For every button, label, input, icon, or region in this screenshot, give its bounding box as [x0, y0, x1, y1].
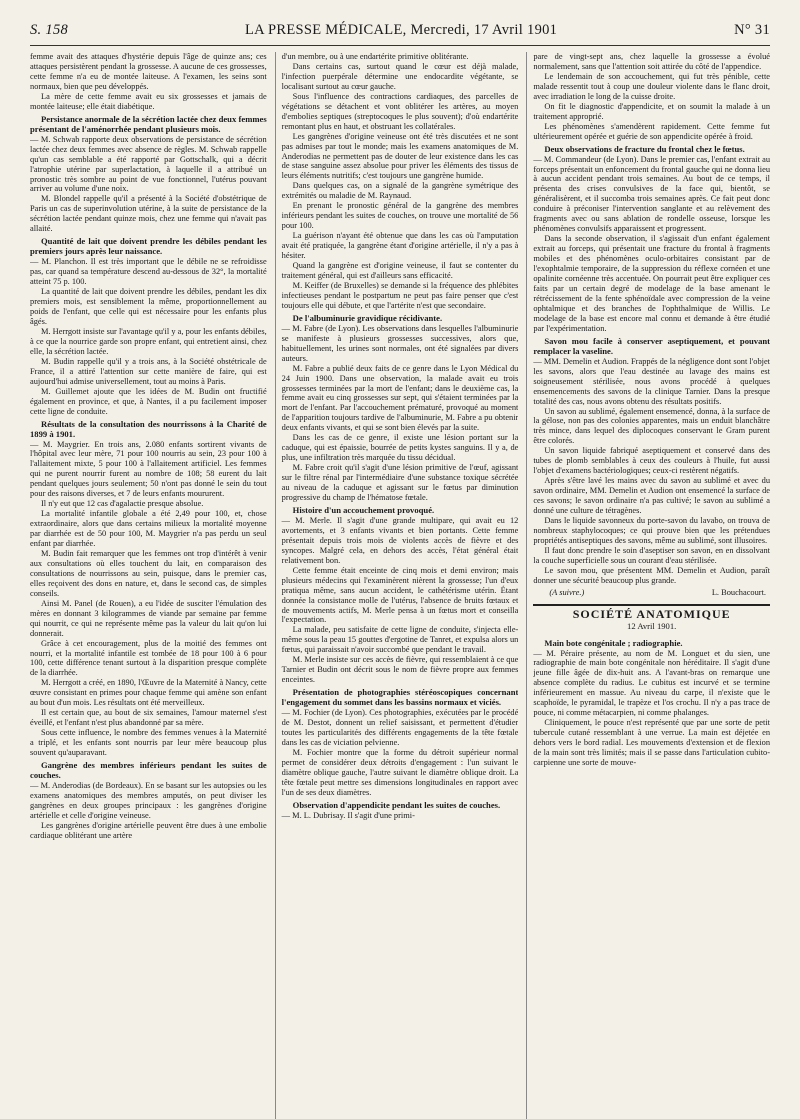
section-heading: Présentation de photographies stéréoscopiques concernant l'engagement du sommet dans les bassins normaux et viciés.: [281, 687, 519, 708]
paragraph: M. Budin fait remarquer que les femmes ont trop d'intérêt à venir aux consultations où elles touchent du lait, en comparaison des consultations de nourrissons au sein, puisque, dans le premier cas, elles reçoivent des dons en nature, et, dans le second cas, de simples conseils.: [30, 548, 267, 598]
paragraph: La malade, peu satisfaite de cette ligne de conduite, s'injecta elle-même sous la peau 15 gouttes d'ergotine de Tanret, et expulsa alors un fœtus, qui paraissait n'avoir succombé que pendant le travail.: [281, 625, 519, 655]
paragraph: La guérison n'ayant été obtenue que dans les cas où l'amputation avait été pratiquée, la gangrène étant d'origine artérielle, il n'y a pas à hésiter.: [281, 231, 519, 261]
society-section-title: SOCIÉTÉ ANATOMIQUE: [572, 606, 731, 621]
paragraph: Sous l'influence des contractions cardiaques, des parcelles de végétations se détachent et vont oblitérer les artères, au moyen d'embolies septiques (streptocoques le plus souvent); d'où endartérite remontant plus en haut, et obstruant les collatérales.: [281, 91, 519, 131]
paragraph: La mortalité infantile globale a été 2,49 pour 100, et, chose extraordinaire, alors que dans certains milieux la mortalité moyenne par diarrhée est de 50 pour 100, M. Maygrier n'a pas perdu un seul enfant par diarrhée.: [30, 509, 267, 549]
paragraph: M. Fabre a publié deux faits de ce genre dans le Lyon Médical du 24 Juin 1900. Dans une observation, la malade avait eu trois grossesses terminées par la mort de l'enfant; dans le deuxième cas, la femme avait eu cinq grossesses sur sept, qui s'étaient terminées par la mort de l'enfant. Par l'accouchement prématuré, provoqué au moment de l'apparition toujours tardive de l'albuminurie, M. Fabre a pu obtenir deux enfants vivants, et qui se sont bien élevés par la suite.: [281, 363, 519, 433]
paragraph: Quand la gangrène est d'origine veineuse, il faut se contenter du traitement général, qui est d'ailleurs sans efficacité.: [281, 261, 519, 280]
page-header: [30, 22, 770, 46]
paragraph: pare de vingt-sept ans, chez laquelle la grossesse a évolué normalement, sans que l'attention soit attirée du côté de l'appendice.: [533, 52, 770, 71]
to-be-continued: (A suivre.): [549, 587, 585, 597]
paragraph: Cette femme était enceinte de cinq mois et demi environ; mais plusieurs médecins qui l'examinèrent nièrent la grossesse; l'un d'eux pratiqua même, sans aucun accident, le cathétérisme utérin. Étant donnée la consistance molle de l'utérus, l'absence de bruits fœtaux et de mouvements actifs, M. Merle pensa à un fœtus mort et conseilla l'expectation.: [281, 565, 519, 625]
paragraph: On fit le diagnostic d'appendicite, et on soumit la malade à un traitement approprié.: [533, 101, 770, 121]
paragraph: M. Herrgott insiste sur l'avantage qu'il y a, pour les enfants débiles, à ce que la nourrice garde son propre enfant, qui entretient ainsi, chez elle, la sécrétion lactée.: [30, 326, 267, 356]
paragraph: Dans la seconde observation, il s'agissait d'un enfant également extrait au forceps, qui présentait une fracture du frontal à fragments mobiles et des phénomènes oculo-orbitaires consistant par de l'exophtalmie temporaire, de la suppression du réflexe cornéen et une opalinite cornéenne très accentuée. On pourrait peut être expliquer ces faits par un certain degré de modelage de la base amenant le rétrécissement de la fente sphénoïdale avec compression de la veine ophtalmique et des branches de l'ophthalmique de Willis. Le modelage de la base est encore mal connu et demande à être étudié par l'expérimentation.: [533, 234, 770, 333]
paragraph: femme avait des attaques d'hystérie depuis l'âge de quinze ans; ces attaques persistèrent pendant la grossesse. A aucune de ces grossesses, cette femme n'a eu de montée laiteuse. A l'examen, les seins sont normaux, bien que peu développés.: [30, 52, 267, 91]
paragraph: Dans certains cas, surtout quand le cœur est déjà malade, l'infection puerpérale détermine une endocardite végétante, se localisant surtout au cœur gauche.: [281, 61, 519, 91]
author-name: L. Bouchacourt.: [711, 587, 767, 597]
paragraph: Cliniquement, le pouce n'est représenté que par une sorte de petit tubercule cutané ressemblant à une verrue. La main est déjetée en dehors vers le bord radial. Les mouvements d'extension et de flexion de la main sont très limités; mais il se passe dans l'articulation cubito-carpienne une sorte de mouve-: [533, 718, 770, 767]
paragraph: En prenant le pronostic général de la gangrène des membres inférieurs pendant les suites de couches, on trouve une mortalité de 56 pour 100.: [281, 201, 519, 231]
paragraph: — M. Maygrier. En trois ans, 2.080 enfants sortirent vivants de l'hôpital avec leur mère, 71 pour 100 nourris au sein, 23 pour 100 à l'allaitement mixte, 5 pour 100 à l'allaitement artificiel. Les femmes qui ne purent nourrir furent au nombre de 108; 58 eurent du lait pendant quelques jours seulement; 50 n'ont pas donné le sein du tout pour des raisons diverses, et 7 de leurs enfants moururent.: [30, 439, 267, 499]
section-heading: Histoire d'un accouchement provoqué.: [292, 504, 435, 515]
paragraph: Après s'être lavé les mains avec du savon au sublimé et avec du savon ordinaire, MM. Demelin et Audion ont ensemencé la surface de ces savons; le savon ordinaire n'a pas cultivé; le savon au sublimé a donné une culture de tétragènes.: [533, 476, 770, 516]
paragraph: Dans le liquide savonneux du porte-savon du lavabo, on trouva de nombreux staphylocoques; ce qui prouve bien que les prétendues propriétés antiseptiques des savons, même au sublimé, sont illusoires.: [533, 515, 770, 545]
journal-title: LA PRESSE MÉDICALE, Mercredi, 17 Avril 1901: [244, 22, 558, 38]
paragraph: M. Fabre croit qu'il s'agit d'une lésion primitive de l'œuf, agissant sur le filtre rénal par l'intermédiaire d'une substance toxique sécrétée au niveau de la caduque et agissant sur le fœtus par diminution progressive du champ de l'hématose fœtale.: [281, 463, 519, 502]
paragraph: Sous cette influence, le nombre des femmes venues à la Maternité a triplé, et les enfants sont nourris par leur mère beaucoup plus souvent qu'auparavant.: [30, 728, 267, 758]
paragraph: — M. L. Dubrisay. Il s'agit d'une primi-: [281, 810, 415, 820]
columns: [30, 52, 770, 1119]
paragraph: Le savon mou, que présentent MM. Demelin et Audion, paraît donner une sécurité beaucoup plus grande.: [533, 565, 770, 585]
paragraph: Dans les cas de ce genre, il existe une lésion portant sur la caduque, qui est épaissie, bourrée de petits kystes sanguins. Il y a, de plus, une infiltration très marquée du tissu décidual.: [281, 433, 519, 463]
section-heading: Observation d'appendicite pendant les suites de couches.: [292, 799, 501, 810]
paragraph: Les gangrènes d'origine artérielle peuvent être dues à une embolie cardiaque oblitérant une artère: [30, 820, 267, 840]
column-3: [526, 52, 770, 1119]
paragraph: M. Herrgott a créé, en 1890, l'Œuvre de la Maternité à Nancy, cette œuvre consistant en primes pour chaque femme qui amène son enfant au bout d'un mois. Les résultats ont été merveilleux.: [30, 678, 267, 708]
paragraph: Il n'y eut que 12 cas d'agalactie presque absolue.: [41, 499, 204, 509]
section-heading: Gangrène des membres inférieurs pendant les suites de couches.: [30, 760, 267, 780]
paragraph: M. Merle insiste sur ces accès de fièvre, qui ressemblaient à ce que Tarnier et Budin ont décrit sous le nom de fièvre propre aux femmes enceintes.: [281, 655, 519, 685]
paragraph: Ainsi M. Panel (de Rouen), a eu l'idée de susciter l'émulation des mères en donnant 3 kilogrammes de viande par semaine par femme qui nourrit, ce qui ne représente même pas la valeur du lait qu'on lui donnerait.: [30, 598, 267, 638]
page-number: S. 158: [30, 22, 69, 38]
paragraph: — M. Péraire présente, au nom de M. Longuet et du sien, une radiographie de main bote congénitale non héréditaire. Il s'agit d'une jeune fille âgée de dix-huit ans. A l'avant-bras on remarque une absence complète du radius. Le cubitus est incurvé et se termine inférieurement en massue. Au niveau du carpe, il n'existe que le scaphoïde, le pyramidal, le trapèze et l'os crochu. Il n'y a pas trace de pouce, ni comme métacarpien, ni comme phalanges.: [533, 648, 770, 718]
signature-line: [533, 586, 770, 598]
paragraph: Le lendemain de son accouchement, qui fut très pénible, cette malade ressentit tout à coup une douleur violente dans le flanc droit, avec irradiation le long de la cuisse droite.: [533, 71, 770, 101]
paragraph: Dans quelques cas, on a signalé de la gangrène symétrique des extrémités ou maladie de M. Raynaud.: [281, 181, 519, 201]
paragraph: La mère de cette femme avait eu six grossesses et jamais de montée laiteuse; elle était diabétique.: [30, 91, 267, 111]
column-1: [30, 52, 267, 1119]
paragraph: — M. Commandeur (de Lyon). Dans le premier cas, l'enfant extrait au forceps présentait un enfoncement du frontal gauche qui ne donna lieu à aucun accident pendant trois semaines. Au bout de ce temps, il présenta des crises convulsives de la face qui, bientôt, se généralisèrent, et il succomba trois semaines après. Ce fait peut donc conduire à préconiser l'intervention sanglante et au relèvement des fragments avec ou sans ablation de rondelle osseuse, lorsque les phénomènes convulsifs apparaissent et progressent.: [533, 154, 770, 234]
paragraph: M. Fochier montre que la forme du détroit supérieur normal permet de considérer deux détroits d'engagement : l'un suivant le diamètre oblique gauche, l'autre suivant le diamètre oblique droit. La tête fœtale peut mettre ses dimensions longitudinales en rapport avec l'un de ses deux diamètres.: [281, 747, 519, 797]
paragraph: — M. Schwab rapporte deux observations de persistance de sécrétion lactée chez deux femmes avec absence de règles. M. Schwab rappelle qu'un cas semblable a été rapporté par Gottschalk, qui a décrit l'atrophie utérine par superlactation, à laquelle il a attribué un pronostic très sombre au point de vue fonctionnel, l'utérus pouvant arriver au volume d'une noix.: [30, 134, 267, 194]
section-heading: Résultats de la consultation des nourrissons à la Charité de 1899 à 1901.: [30, 418, 267, 439]
paragraph: Il faut donc prendre le soin d'aseptiser son savon, en en dissolvant la couche superficielle sous un courant d'eau stérilisée.: [533, 545, 770, 565]
paragraph: — M. Planchon. Il est très important que le débile ne se refroidisse pas, car quand sa température descend au-dessous de 32°, la mortalité atteint 75 p. 100.: [30, 257, 267, 287]
paragraph: Grâce à cet encouragement, plus de la moitié des femmes ont nourri, et la mortalité infantile est tombée de 18 pour 100 à 6 pour 100, cette différence tenant surtout à la disparition presque complète de la diarrhée.: [30, 638, 267, 678]
paragraph: M. Blondel rappelle qu'il a présenté à la Société d'obstétrique de Paris un cas de superinvolution utérine, à la suite de persistance de la sécrétion lactée pendant quinze mois, chez une femme qui n'avait pas allaité.: [30, 194, 267, 234]
section-heading: Main bote congénitale ; radiographie.: [544, 637, 683, 648]
section-heading: Deux observations de fracture du frontal chez le fœtus.: [544, 143, 745, 154]
society-section-date: 12 Avril 1901.: [627, 620, 677, 631]
paragraph: Il est certain que, au bout de six semaines, l'amour maternel s'est éveillé, et l'enfant n'est plus abandonné par sa mère.: [30, 708, 267, 728]
paragraph: — M. Fabre (de Lyon). Les observations dans lesquelles l'albuminurie se manifeste à plusieurs grossesses successives, alors que, habituellement, les urines sont normales, ont été signalées par divers auteurs.: [281, 323, 519, 363]
paragraph: Les phénomènes s'amendèrent rapidement. Cette femme fut ultérieurement opérée et guérie de son appendicite opérée à froid.: [533, 121, 770, 141]
column-2: [275, 52, 519, 1119]
issue-number: N° 31: [734, 22, 770, 38]
section-heading: Quantité de lait que doivent prendre les débiles pendant les premiers jours après leur naissance.: [30, 236, 267, 257]
section-divider: [533, 604, 770, 606]
paragraph: M. Keiffer (de Bruxelles) se demande si la fréquence des phlébites infectieuses pendant le postpartum ne peut pas faire penser que c'est toujours elle qui débute, et que l'artérite n'est que secondaire.: [281, 280, 519, 310]
section-heading: De l'albuminurie gravidique récidivante.: [292, 312, 443, 323]
paragraph: — M. Merle. Il s'agit d'une grande multipare, qui avait eu 12 avortements, et 3 enfants vivants et bien portants. Cette femme présentait depuis trois mois de violents accès de fièvre et des syncopes. Malgré cela, en dehors des accès, l'état général était relativement bon.: [281, 515, 519, 565]
paragraph: M. Guillemet ajoute que les idées de M. Budin ont fructifié également en province, et que, à Nantes, il a pu facilement imposer cette ligne de conduite.: [30, 386, 267, 416]
section-heading: Persistance anormale de la sécrétion lactée chez deux femmes présentant de l'aménorrhée pendant plusieurs mois.: [30, 113, 267, 134]
paragraph: — M. Fochier (de Lyon). Ces photographies, exécutées par le procédé de M. Destot, donnent un relief saisissant, et permettent d'étudier toutes les particularités des différents engagements de la tête fœtale dans les cas de viciation pelvienne.: [281, 708, 519, 747]
paragraph: M. Budin rappelle qu'il y a trois ans, à la Société obstétricale de France, il a attiré l'attention sur cette manière de faire, qui est aujourd'hui admise universellement, tout au moins à Paris.: [30, 356, 267, 386]
paragraph: d'un membre, ou à une endartérite primitive oblitérante.: [281, 52, 469, 61]
paragraph: Un savon liquide fabriqué aseptiquement et conservé dans des tubes de plomb semblables à ceux des couleurs à l'huile, fut aussi l'objet d'examens bactériologiques; ceux-ci restèrent négatifs.: [533, 446, 770, 476]
paragraph: Un savon au sublimé, également ensemencé, donna, à la surface de la gélose, non pas des colonies apparentes, mais un enduit blanchâtre très mince, dans lequel des diplocoques conservant le Gram purent être colorés.: [533, 406, 770, 446]
paragraph: — M. Anderodias (de Bordeaux). En se basant sur les autopsies ou les examens anatomiques des membres amputés, on peut diviser les gangrènes en deux groupes principaux : les gangrènes d'origine artérielle et celle d'origine veineuse.: [30, 781, 267, 820]
paragraph: — MM. Demelin et Audion. Frappés de la négligence dont sont l'objet les savons, alors que l'eau destinée au lavage des mains est soigneusement stérilisée, nous avons procédé à quelques ensemencements des savons de la clinique Tarnier. Dans la presque totalité des cas, nous avons obtenu des résultats positifs.: [533, 356, 770, 406]
paragraph: Les gangrènes d'origine veineuse ont été très discutées et ne sont pas admises par tout le monde; mais les examens anatomiques de M. Anderodias ne permettent pas de douter de leur existence dans les cas de stase sanguine assez absolue pour priver les éléments des tissus de leurs éléments nutritifs; c'est toujours une gangrène humide.: [281, 131, 519, 181]
paragraph: La quantité de lait que doivent prendre les débiles, pendant les dix premiers mois, est sensiblement la même, proportionnellement au poids de l'enfant, que celle qui est nécessaire pour les enfants plus âgés.: [30, 287, 267, 326]
section-heading: Savon mou facile à conserver aseptiquement, et pouvant remplacer la vaseline.: [533, 335, 770, 356]
